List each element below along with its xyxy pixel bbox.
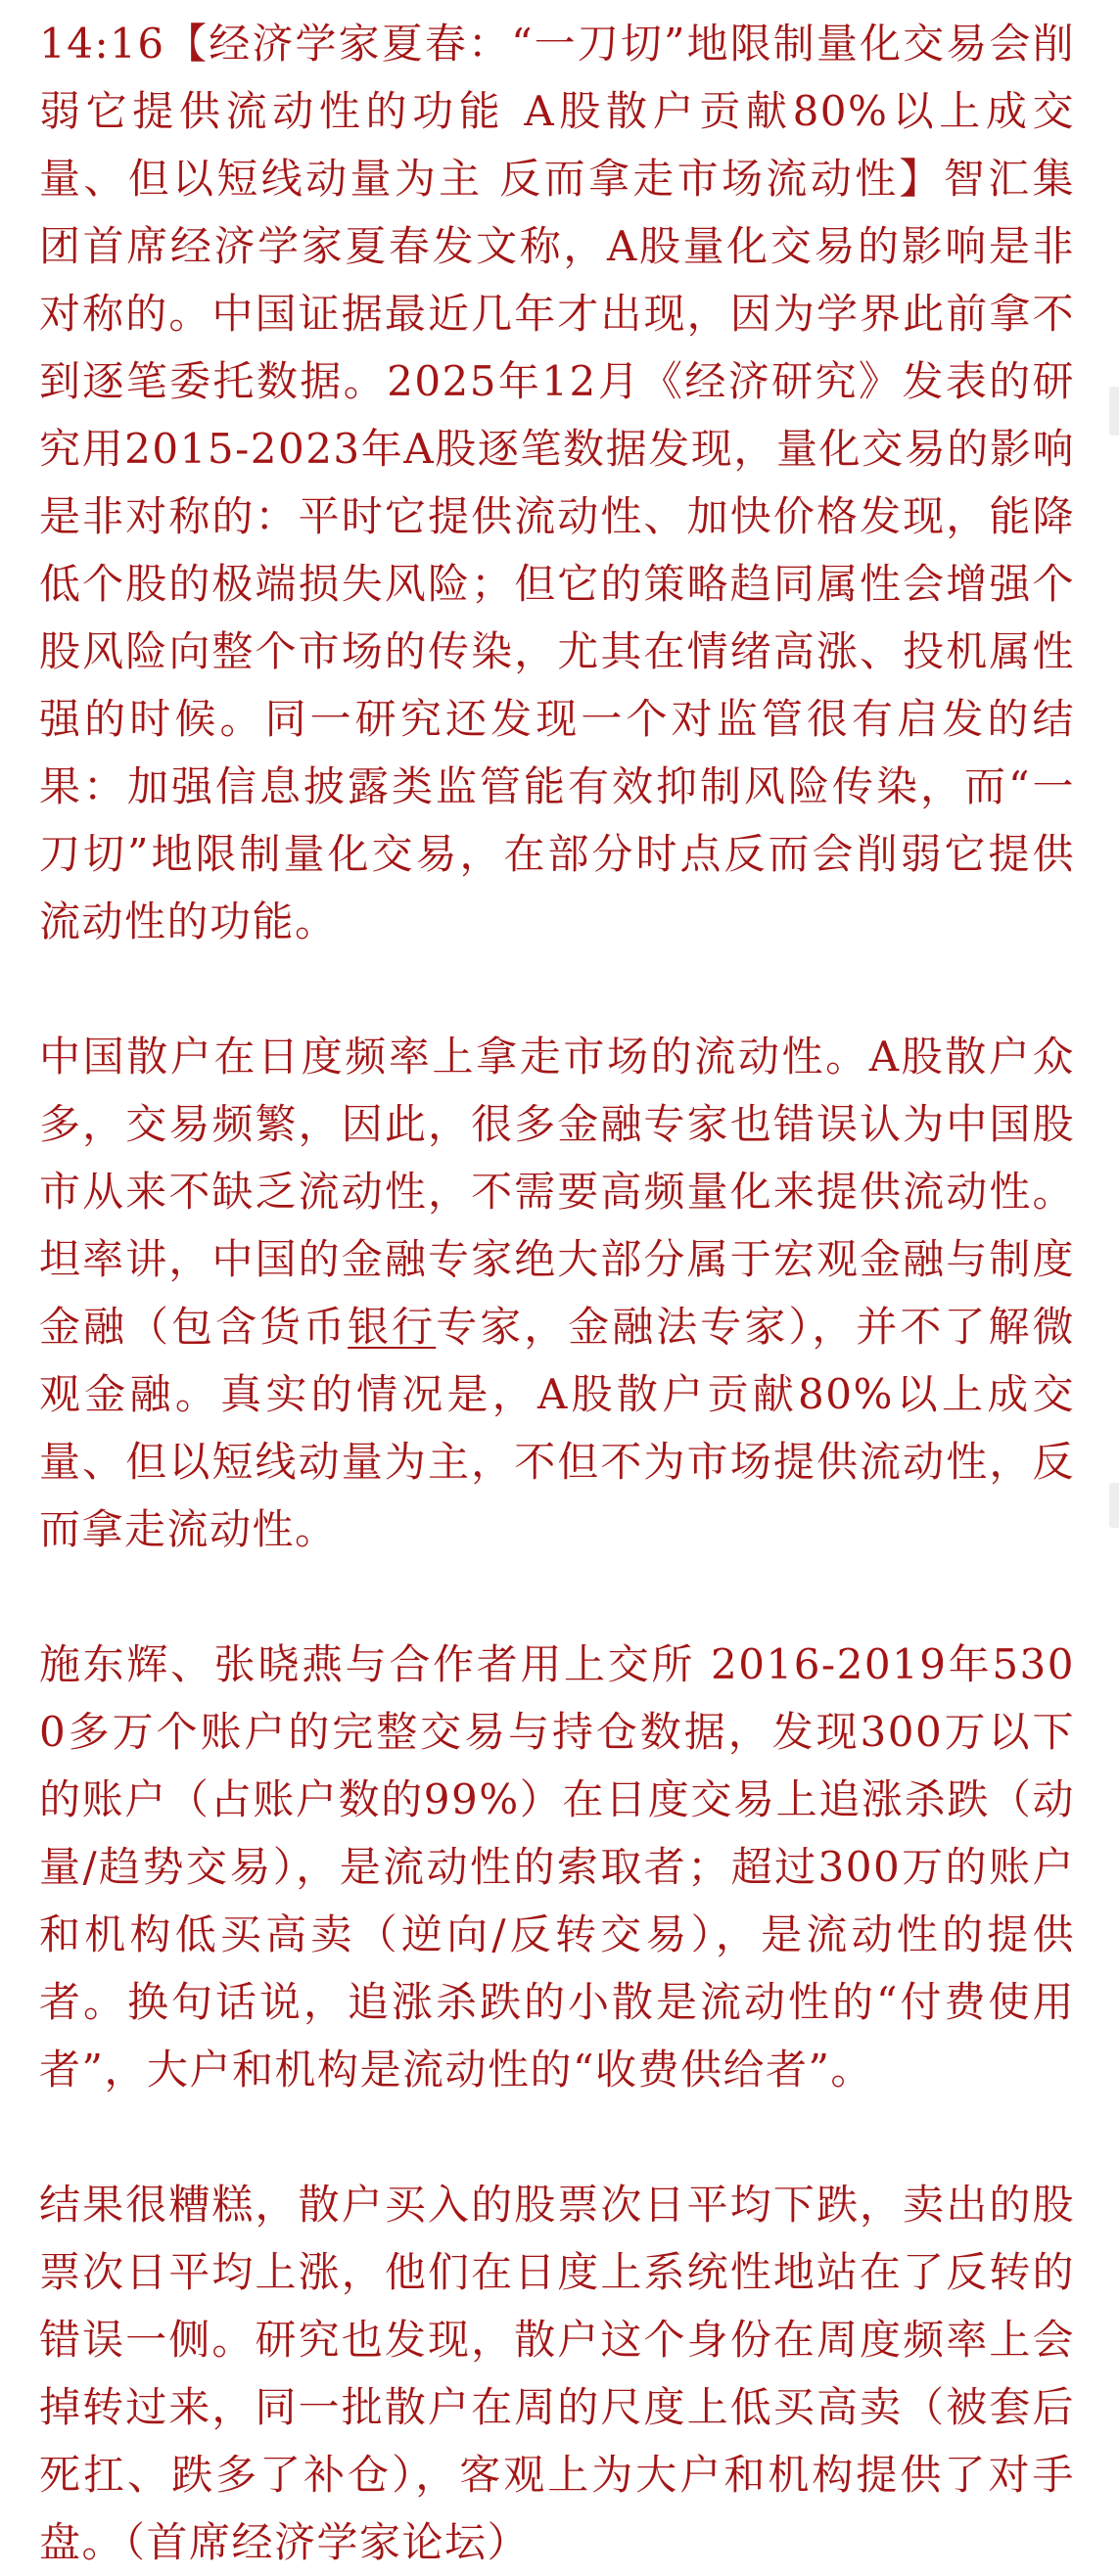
article-paragraph-1: 14:16【经济学家夏春：“一刀切”地限制量化交易会削弱它提供流动性的功能 A股散户贡献80%以上成交量、但以短线动量为主 反而拿走市场流动性】智汇集团首席经济学家夏春发文称，A股量化交易的影响是非对称的。中国证据最近几年才出现，因为学界此前拿不到逐笔委托数据。2025年12月《经济研究》发表的研究用2015-2023年A股逐笔数据发现，量化交易的影响是非对称的：平时它提供流动性、加快价格发现，能降低个股的极端损失风险；但它的策略趋同属性会增强个股风险向整个市场的传染，尤其在情绪高涨、投机属性强的时候。同一研究还发现一个对监管很有启发的结果：加强信息披露类监管能有效抑制风险传染，而“一刀切”地限制量化交易，在部分时点反而会削弱它提供流动性的功能。: [39, 20, 1075, 945]
article-paragraph-4: 结果很糟糕，散户买入的股票次日平均下跌，卖出的股票次日平均上涨，他们在日度上系统性地站在了反转的错误一侧。研究也发现，散户这个身份在周度频率上会掉转过来，同一批散户在周的尺度上低买高卖（被套后死扛、跌多了补仓），客观上为大户和机构提供了对手盘。（首席经济学家论坛）: [39, 2181, 1075, 2566]
article-paragraph-2: [39, 1023, 1075, 1563]
scroll-indicator-middle[interactable]: [1109, 1483, 1119, 1528]
article-paragraph-3: 施东辉、张晓燕与合作者用上交所 2016-2019年5300多万个账户的完整交易与持仓数据，发现300万以下的账户（占账户数的99%）在日度交易上追涨杀跌（动量/趋势交易），是流动性的索取者；超过300万的账户和机构低买高卖（逆向/反转交易），是流动性的提供者。换句话说，追涨杀跌的小散是流动性的“付费使用者”，大户和机构是流动性的“收费供给者”。: [39, 1640, 1075, 2093]
scroll-indicator-top[interactable]: [1109, 387, 1119, 436]
paragraph-2-text-before: 中国散户在日度频率上拿走市场的流动性。A股散户众多，交易频繁，因此，很多金融专家也错误认为中国股市从来不缺乏流动性，不需要高频量化来提供流动性。坦率讲，中国的金融专家绝大部分属于宏观金融与制度金融（包含货币: [39, 1033, 1075, 1351]
bank-link[interactable]: 银行: [348, 1303, 437, 1351]
article-body: [39, 10, 1075, 2576]
paragraph-2-text-after: 专家，金融法专家），并不了解微观金融。真实的情况是，A股散户贡献80%以上成交量、但以短线动量为主，不但不为市场提供流动性，反而拿走流动性。: [39, 1303, 1075, 1553]
